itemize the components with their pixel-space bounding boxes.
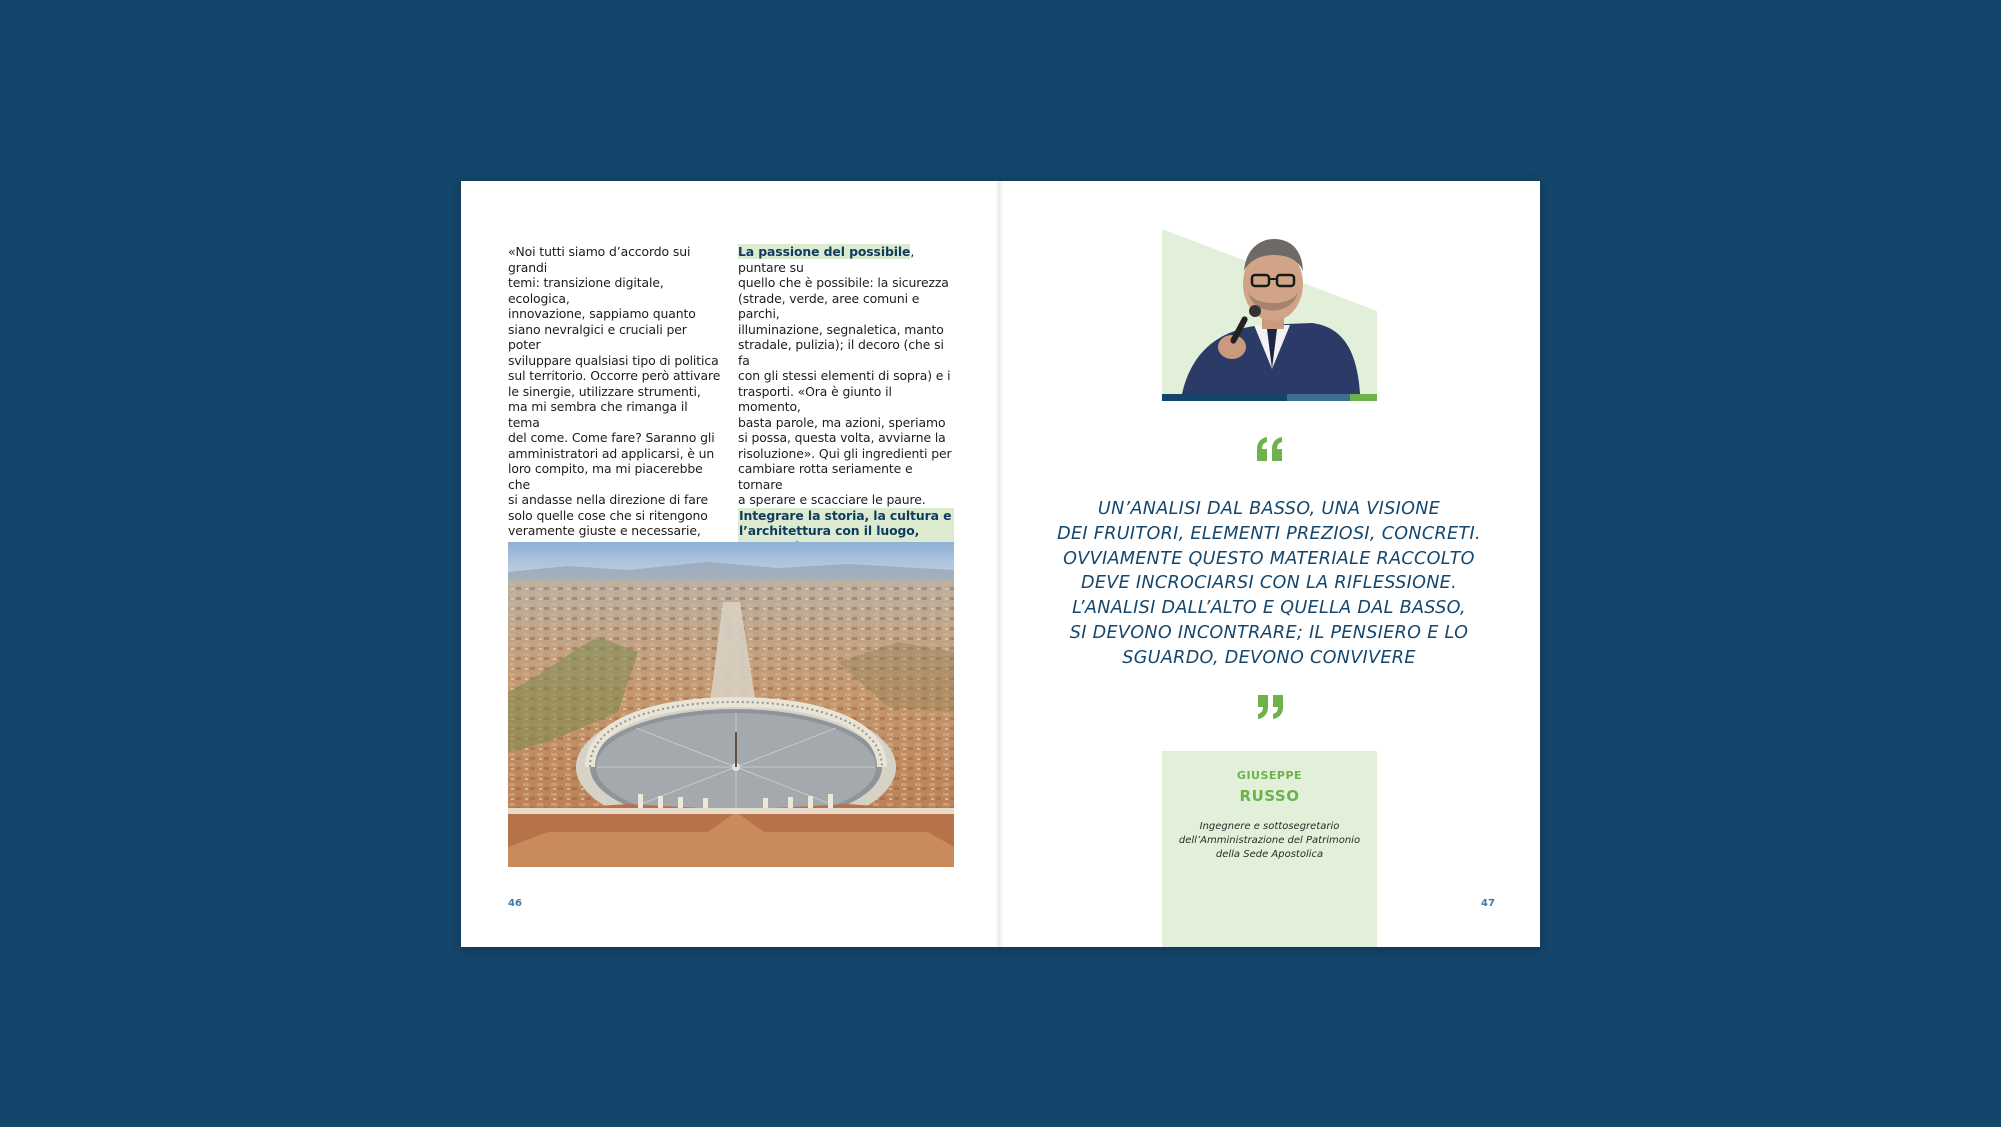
author-last-name: RUSSO <box>1239 787 1300 805</box>
quote-open-icon <box>1255 437 1285 463</box>
column-1-line: «Noi tutti siamo d’accordo sui grandi <box>508 244 691 275</box>
column-2-lead-rest: , puntare su <box>738 244 915 275</box>
author-role-line: della Sede Apostolica <box>1215 849 1324 860</box>
column-1-line: sviluppare qualsiasi tipo di politica <box>508 352 719 368</box>
column-1-line: amministratori ad applicarsi, è un <box>508 445 715 461</box>
author-role-line: dell’Amministrazione del Patrimonio <box>1178 835 1361 846</box>
column-1-line: solo quelle cose che si ritengono <box>508 507 708 523</box>
column-2-line: stradale, pulizia); il decoro (che si fa <box>738 337 944 368</box>
page-number-right: 47 <box>1481 898 1495 909</box>
st-peters-square-photo <box>508 542 954 867</box>
column-2-line: basta parole, ma azioni, speriamo <box>738 414 946 430</box>
pull-quote-line: SGUARDO, DEVONO CONVIVERE <box>1122 647 1416 668</box>
column-1-line: ma mi sembra che rimanga il tema <box>508 399 688 430</box>
author-portrait <box>1162 229 1377 401</box>
column-2-line: risoluzione». Qui gli ingredienti per <box>738 445 952 461</box>
author-first-name: GIUSEPPE <box>1236 769 1303 782</box>
column-1-line: veramente giuste e necessarie, <box>508 523 701 538</box>
column-1-line: le sinergie, utilizzare strumenti, <box>508 383 701 399</box>
author-role-line: Ingegnere e sottosegretario <box>1199 821 1340 832</box>
author-role <box>1172 820 1367 862</box>
column-1-line: sul territorio. Occorre però attivare <box>508 368 721 383</box>
column-2-first-line <box>738 244 954 275</box>
column-2-line: a sperare e scacciare le paure. <box>738 492 926 507</box>
pull-quote-line: DEI FRUITORI, ELEMENTI PREZIOSI, CONCRETI. <box>1057 523 1481 544</box>
page-gutter <box>995 181 1005 947</box>
pull-quote <box>1029 497 1509 671</box>
column-2-line: cambiare rotta seriamente e tornare <box>738 461 913 492</box>
pull-quote-line: L’ANALISI DALL’ALTO E QUELLA DAL BASSO, <box>1072 598 1466 619</box>
quote-close-icon <box>1255 693 1285 719</box>
column-2-line: (strade, verde, aree comuni e parchi, <box>738 290 920 321</box>
highlight-lead: La passione del possibile <box>738 244 911 259</box>
column-2-line: quello che è possibile: la sicurezza <box>738 275 949 290</box>
column-1-line: innovazione, sappiamo quanto <box>508 306 696 321</box>
highlight-line: Integrare la storia, la cultura e <box>739 507 952 523</box>
column-2-line: trasporti. «Ora è giunto il momento, <box>738 383 892 414</box>
pull-quote-line: SI DEVONO INCONTRARE; IL PENSIERO E LO <box>1069 622 1469 643</box>
column-1-line: siano nevralgici e cruciali per poter <box>508 321 687 352</box>
column-2-line: si possa, questa volta, avviarne la <box>738 430 946 445</box>
column-1-line: loro compito, ma mi piacerebbe che <box>508 461 703 492</box>
pull-quote-line: DEVE INCROCIARSI CON LA RIFLESSIONE. <box>1081 573 1457 594</box>
magazine-spread <box>461 181 1540 947</box>
pull-quote-line: UN’ANALISI DAL BASSO, UNA VISIONE <box>1097 499 1441 519</box>
column-1-line: si andasse nella direzione di fare <box>508 492 709 507</box>
column-1-line: temi: transizione digitale, ecologica, <box>508 275 664 306</box>
highlight-line: l’architettura con il luogo, <box>739 523 920 538</box>
pull-quote-line: OVVIAMENTE QUESTO MATERIALE RACCOLTO <box>1063 548 1475 569</box>
column-2-line: con gli stessi elementi di sopra) e i <box>738 368 951 383</box>
column-1-line: del come. Come fare? Saranno gli <box>508 430 715 445</box>
page-number-left: 46 <box>508 898 522 909</box>
column-2-line: illuminazione, segnaletica, manto <box>738 321 944 337</box>
author-card <box>1162 751 1377 947</box>
